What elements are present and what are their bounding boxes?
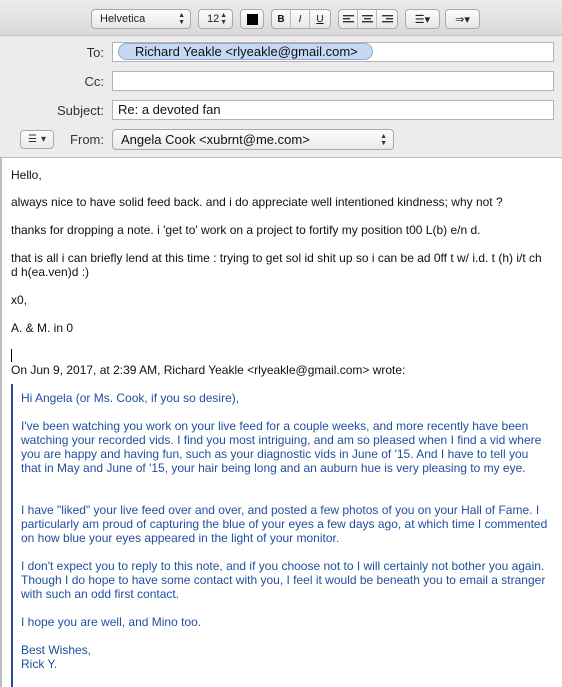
underline-button[interactable]: U bbox=[316, 13, 324, 25]
paragraph-3: that is all i can briefly lend at this time : trying to get sol id shit up so i can be ad 0ff t w/ i.d. t (h) i/t ch d h(ea.ven)d :) bbox=[11, 251, 542, 279]
list-icon: ☰▾ bbox=[414, 13, 431, 26]
quoted-greeting: Hi Angela (or Ms. Cook, if you so desire), bbox=[21, 391, 240, 405]
format-toolbar bbox=[0, 0, 562, 36]
from-label: From: bbox=[70, 132, 104, 147]
signoff-1: x0, bbox=[11, 293, 28, 307]
subject-label: Subject: bbox=[57, 103, 104, 118]
indent-icon: ⇒▾ bbox=[455, 13, 470, 26]
font-family-select[interactable] bbox=[91, 9, 191, 29]
subject-field[interactable]: Re: a devoted fan bbox=[112, 100, 554, 120]
select-arrows-icon: ▲ ▼ bbox=[220, 12, 227, 26]
chevron-down-icon: ▾ bbox=[40, 134, 46, 145]
align-center-icon[interactable] bbox=[358, 10, 377, 28]
font-size-select[interactable] bbox=[198, 9, 233, 29]
quote-bar bbox=[11, 384, 13, 687]
from-value: Angela Cook <xubrnt@me.com> bbox=[121, 132, 310, 147]
bold-button[interactable]: B bbox=[272, 10, 291, 28]
signoff-2: A. & M. in 0 bbox=[11, 321, 74, 335]
align-right-icon[interactable] bbox=[377, 10, 397, 28]
alignment-group bbox=[338, 9, 398, 29]
quoted-paragraph-3: I don't expect you to reply to this note, and if you choose not to I will certainly not bother you again. Though I do hope to have some contact with you, I feel it would be beneath you to email a stranger with such an odd first contact. bbox=[21, 559, 546, 601]
from-select[interactable] bbox=[112, 129, 394, 150]
message-header bbox=[0, 36, 562, 158]
list-button[interactable] bbox=[405, 9, 440, 29]
header-options-icon: ☰ bbox=[28, 134, 37, 145]
quoted-signature: Rick Y. bbox=[21, 657, 58, 671]
align-left-icon[interactable] bbox=[339, 10, 358, 28]
message-body[interactable] bbox=[0, 159, 562, 687]
font-family-value: Helvetica bbox=[100, 13, 146, 25]
quoted-paragraph-2: I have "liked" your live feed over and over, and posted a few photos of you on your Hall of Fame. I particularly am proud of capturing the blue of your eyes a few days ago, at which time I commented on how blue your eyes appeared in the light of your monitor. bbox=[21, 503, 548, 545]
greeting: Hello, bbox=[11, 168, 42, 182]
quoted-paragraph-4: I hope you are well, and Mino too. bbox=[21, 615, 202, 629]
paragraph-2: thanks for dropping a note. i 'get to' work on a project to fortify my position t00 L(b) e/n d. bbox=[11, 223, 481, 237]
font-size-value: 12 bbox=[207, 13, 220, 25]
to-label: To: bbox=[86, 45, 104, 60]
italic-button[interactable]: I bbox=[291, 10, 310, 28]
text-cursor bbox=[11, 349, 12, 362]
select-arrows-icon: ▲ ▼ bbox=[178, 12, 185, 26]
select-arrows-icon: ▲ ▼ bbox=[380, 133, 387, 147]
indent-button[interactable] bbox=[445, 9, 480, 29]
color-swatch-icon bbox=[247, 14, 258, 25]
recipient-token[interactable]: Richard Yeakle <rlyeakle@gmail.com> bbox=[118, 43, 373, 60]
quoted-closing: Best Wishes, bbox=[21, 643, 92, 657]
cc-field[interactable] bbox=[112, 71, 554, 91]
cc-label: Cc: bbox=[84, 74, 104, 89]
quoted-paragraph-1: I've been watching you work on your live feed for a couple weeks, and more recently have been watching your recorded vids. I find you most intriguing, and am so pleased when I find a vid where you are happy and having fun, such as your diagnostic vids in June of '15. And I have to tell you that in May and June of '15, your hair being long and an auburn hue is very pleasing to my eye. bbox=[21, 419, 542, 475]
paragraph-1: always nice to have solid feed back. and i do appreciate well intentioned kindness; why not ? bbox=[11, 195, 503, 209]
quote-attribution: On Jun 9, 2017, at 2:39 AM, Richard Yeakle <rlyeakle@gmail.com> wrote: bbox=[11, 363, 406, 377]
style-group bbox=[271, 9, 331, 29]
text-color-button[interactable] bbox=[240, 9, 264, 29]
